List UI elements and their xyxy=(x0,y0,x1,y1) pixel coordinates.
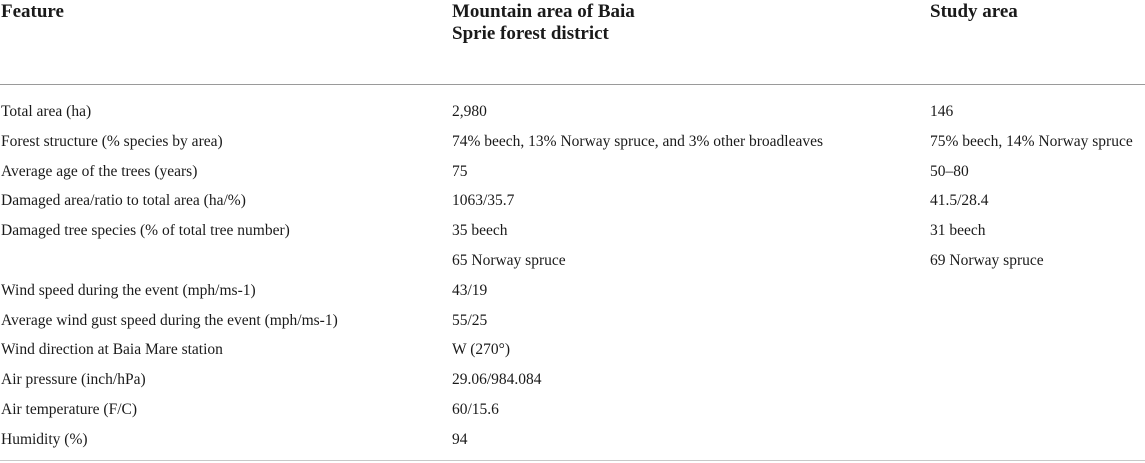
feature-cell: Forest structure (% species by area) xyxy=(1,132,223,150)
table-row xyxy=(0,395,1145,425)
study-area-cell: 31 beech xyxy=(930,222,986,240)
mountain-area-cell: 55/25 xyxy=(452,311,488,329)
table-bottom-rule xyxy=(0,460,1145,461)
study-area-cell: 41.5/28.4 xyxy=(930,192,989,210)
mountain-area-cell: 65 Norway spruce xyxy=(452,251,566,269)
table-body xyxy=(0,97,1145,455)
mountain-area-cell: 75 xyxy=(452,162,468,180)
table-row xyxy=(0,276,1145,306)
feature-cell: Wind direction at Baia Mare station xyxy=(1,341,223,359)
mountain-area-cell: 43/19 xyxy=(452,281,488,299)
feature-cell: Average age of the trees (years) xyxy=(1,162,198,180)
table-row xyxy=(0,97,1145,127)
mountain-area-cell: 29.06/984.084 xyxy=(452,371,542,389)
study-area-cell: 75% beech, 14% Norway spruce xyxy=(930,132,1133,150)
mountain-area-cell: W (270°) xyxy=(452,341,510,359)
study-area-cell: 146 xyxy=(930,103,954,120)
table-header xyxy=(0,0,1145,85)
feature-cell: Damaged tree species (% of total tree number) xyxy=(1,222,290,240)
feature-cell: Average wind gust speed during the event (mph/ms-1) xyxy=(1,311,338,329)
table-row xyxy=(0,425,1145,455)
feature-cell: Humidity (%) xyxy=(1,430,88,448)
mountain-area-cell: 35 beech xyxy=(452,222,508,240)
header-study-area: Study area xyxy=(930,1,1018,22)
table-row xyxy=(0,365,1145,395)
table-row xyxy=(0,246,1145,276)
feature-cell: Air pressure (inch/hPa) xyxy=(1,371,146,389)
table-row xyxy=(0,157,1145,187)
mountain-area-cell: 94 xyxy=(452,430,468,448)
feature-cell: Damaged area/ratio to total area (ha/%) xyxy=(1,192,246,210)
feature-cell: Air temperature (F/C) xyxy=(1,400,138,418)
study-area-cell: 69 Norway spruce xyxy=(930,251,1044,269)
table-row xyxy=(0,186,1145,216)
study-area-cell: 50–80 xyxy=(930,162,969,180)
feature-cell: Wind speed during the event (mph/ms-1) xyxy=(1,281,256,299)
table-row xyxy=(0,306,1145,336)
header-feature: Feature xyxy=(1,1,64,22)
table-row xyxy=(0,335,1145,365)
mountain-area-cell: 2,980 xyxy=(452,103,487,120)
mountain-area-cell: 60/15.6 xyxy=(452,400,499,418)
header-mountain-area: Mountain area of Baia Sprie forest district xyxy=(452,1,635,44)
mountain-area-cell: 74% beech, 13% Norway spruce, and 3% other broadleaves xyxy=(452,132,824,150)
table-row xyxy=(0,216,1145,246)
feature-cell: Total area (ha) xyxy=(1,103,92,120)
table-row xyxy=(0,127,1145,157)
mountain-area-cell: 1063/35.7 xyxy=(452,192,515,210)
